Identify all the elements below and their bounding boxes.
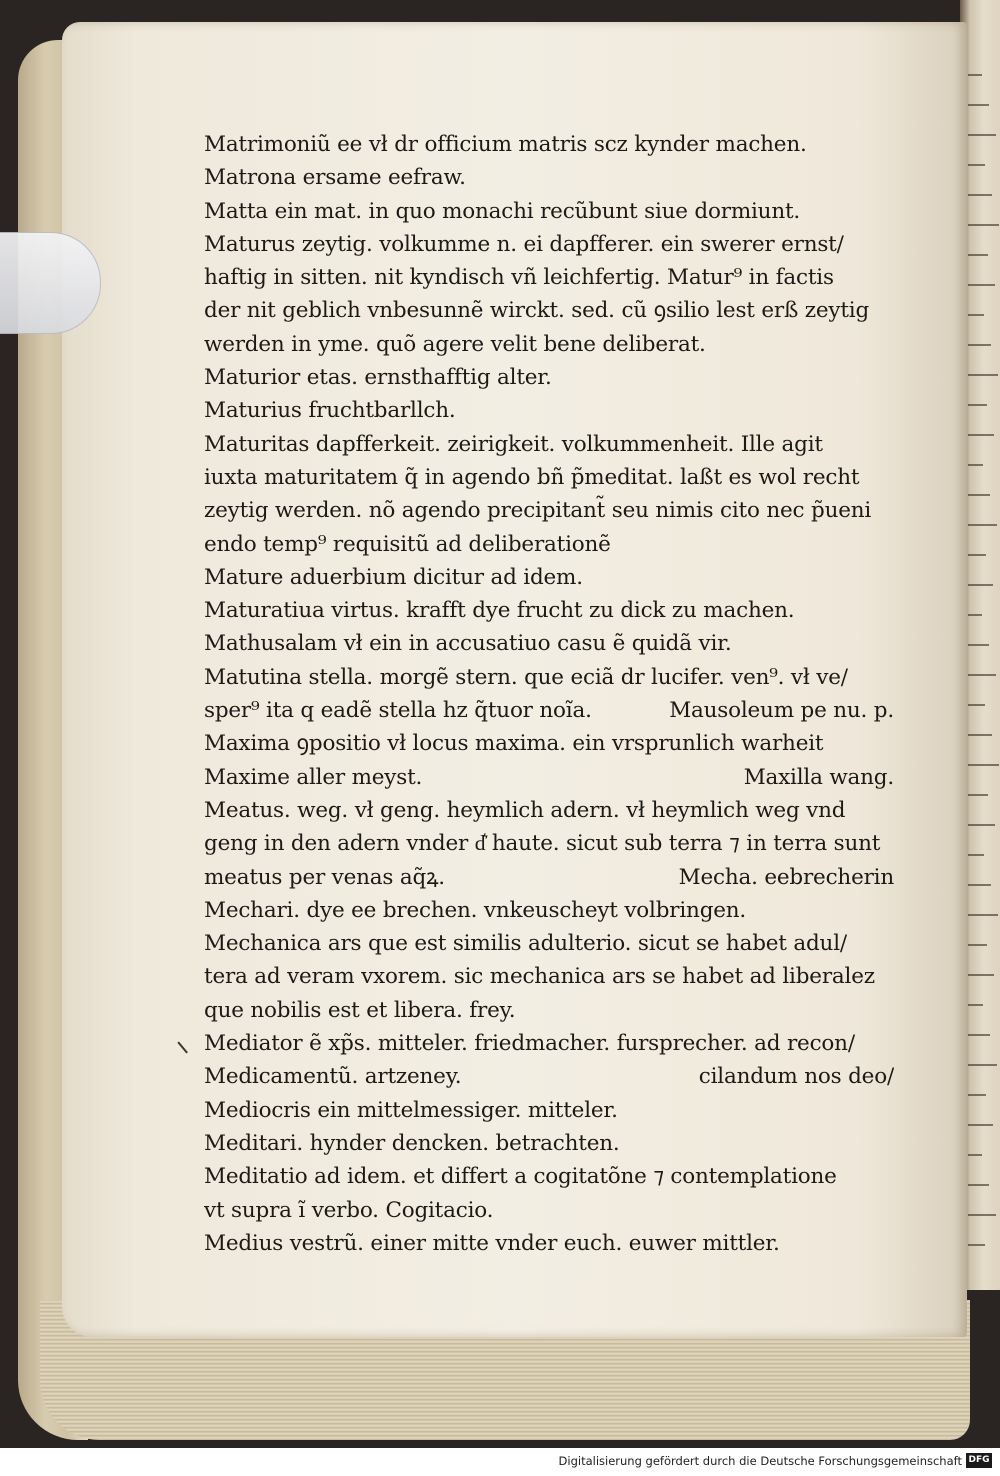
text-line bbox=[204, 1160, 894, 1193]
line-text: Maturus zeytig. volkumme n. ei dapfferer. ein swerer ernst/ bbox=[204, 231, 844, 257]
dfg-logo: DFG bbox=[966, 1453, 992, 1468]
line-text: Mechari. dye ee brechen. vnkeuscheyt volbringen. bbox=[204, 897, 747, 923]
facing-page-line bbox=[968, 990, 983, 1006]
facing-page-line bbox=[968, 510, 997, 526]
facing-page-line bbox=[968, 870, 991, 886]
line-text: Mediocris ein mittelmessiger. mitteler. bbox=[204, 1097, 618, 1123]
text-block bbox=[204, 128, 894, 1260]
text-line bbox=[204, 161, 894, 194]
facing-page-line bbox=[968, 1050, 997, 1066]
line-right-text: Maxilla wang. bbox=[743, 764, 894, 790]
facing-page-line bbox=[968, 360, 998, 376]
line-text: meatus per venas aq̃ꝝ. bbox=[204, 864, 445, 890]
facing-page-line bbox=[968, 240, 988, 256]
facing-page-line bbox=[968, 570, 993, 586]
line-text: tera ad veram vxorem. sic mechanica ars se habet ad liberalez bbox=[204, 964, 875, 990]
footer-bar bbox=[0, 1448, 1000, 1476]
text-line bbox=[204, 1094, 894, 1127]
line-text: Mathusalam vł ein in accusatiuo casu ẽ quidã vir. bbox=[204, 631, 732, 657]
line-text: Maturatiua virtus. krafft dye frucht zu dick zu machen. bbox=[204, 598, 795, 624]
facing-page-line bbox=[968, 1200, 996, 1216]
text-line bbox=[204, 861, 894, 894]
text-line bbox=[204, 1027, 894, 1060]
facing-page-line bbox=[968, 1230, 985, 1246]
text-line bbox=[204, 294, 894, 327]
facing-page-line bbox=[968, 390, 987, 406]
text-line bbox=[204, 794, 894, 827]
facing-page-line bbox=[968, 330, 991, 346]
line-text: Meatus. weg. vł geng. heymlich adern. vł heymlich weg vnd bbox=[204, 797, 846, 823]
line-text: werden in yme. quõ agere velit bene deliberat. bbox=[204, 331, 706, 357]
footer-credit: Digitalisierung gefördert durch die Deutsche Forschungsgemeinschaft bbox=[558, 1454, 962, 1468]
text-line bbox=[204, 494, 894, 527]
facing-page-line bbox=[968, 630, 989, 646]
text-line bbox=[204, 1060, 894, 1093]
text-line bbox=[204, 627, 894, 660]
facing-page-line bbox=[968, 90, 989, 106]
facing-page-line bbox=[968, 150, 985, 166]
facing-page-line bbox=[968, 60, 982, 76]
text-line bbox=[204, 228, 894, 261]
line-text: vt supra ĩ verbo. Cogitacio. bbox=[204, 1197, 494, 1223]
facing-page-line bbox=[968, 1110, 993, 1126]
facing-page-line bbox=[968, 420, 994, 436]
facing-page-line bbox=[968, 690, 985, 706]
text-line bbox=[204, 1227, 894, 1260]
facing-page-line bbox=[968, 300, 984, 316]
text-line bbox=[204, 594, 894, 627]
line-text: haftig in sitten. nit kyndisch vñ leichfertig. Matur⁹ in factis bbox=[204, 265, 834, 291]
line-text: Maxima ꝯpositio vł locus maxima. ein vrsprunlich warheit bbox=[204, 731, 824, 757]
facing-page-line bbox=[968, 270, 995, 286]
facing-page-line bbox=[968, 180, 992, 196]
line-text: Mature aduerbium dicitur ad idem. bbox=[204, 564, 583, 590]
line-right-text: Mecha. eebrecherin bbox=[678, 864, 894, 890]
line-text: Matta ein mat. in quo monachi recũbunt siue dormiunt. bbox=[204, 198, 801, 224]
line-right-text: cilandum nos deo/ bbox=[698, 1064, 894, 1090]
text-line bbox=[204, 461, 894, 494]
facing-page-line bbox=[968, 780, 988, 796]
text-line bbox=[204, 727, 894, 760]
facing-page-line bbox=[968, 930, 987, 946]
text-line bbox=[204, 994, 894, 1027]
line-text: Matutina stella. morgẽ stern. que eciã dr lucifer. ven⁹. vł ve/ bbox=[204, 664, 848, 690]
facing-page-line bbox=[968, 960, 994, 976]
line-text: iuxta maturitatem q̃ in agendo bñ p̃meditat. laßt es wol recht bbox=[204, 464, 860, 490]
text-line bbox=[204, 128, 894, 161]
facing-page-line bbox=[968, 810, 995, 826]
line-text: endo temp⁹ requisitũ ad deliberationẽ bbox=[204, 531, 611, 557]
text-line bbox=[204, 827, 894, 860]
facing-page-line bbox=[968, 450, 983, 466]
facing-page-line bbox=[968, 900, 998, 916]
facing-page-line bbox=[968, 1080, 986, 1096]
line-text: Meditari. hynder dencken. betrachten. bbox=[204, 1130, 620, 1156]
line-text: Meditatio ad idem. et differt a cogitatõne ⁊ contemplatione bbox=[204, 1164, 837, 1190]
facing-page-line bbox=[968, 1170, 989, 1186]
facing-page-line bbox=[968, 600, 982, 616]
facing-page-line bbox=[968, 1140, 982, 1156]
text-line bbox=[204, 960, 894, 993]
facing-page-line bbox=[968, 540, 986, 556]
line-text: Maxime aller meyst. bbox=[204, 764, 423, 790]
text-line bbox=[204, 394, 894, 427]
line-text: der nit geblich vnbesunnẽ wirckt. sed. cũ ꝯsilio lest erß zeytig bbox=[204, 298, 870, 324]
text-line bbox=[204, 894, 894, 927]
facing-page-line bbox=[968, 480, 990, 496]
line-text: Matrimoniũ ee vł dr officium matris scz kynder machen. bbox=[204, 132, 807, 157]
facing-page-line bbox=[968, 720, 992, 736]
text-line bbox=[204, 761, 894, 794]
text-line bbox=[204, 195, 894, 228]
text-line bbox=[204, 261, 894, 294]
text-line bbox=[204, 1194, 894, 1227]
text-line bbox=[204, 661, 894, 694]
line-text: Mediator ẽ xp̃s. mitteler. friedmacher. fursprecher. ad recon/ bbox=[204, 1031, 855, 1057]
line-text: Medius vestrũ. einer mitte vnder euch. euwer mittler. bbox=[204, 1230, 780, 1256]
text-line bbox=[204, 428, 894, 461]
line-text: Maturior etas. ernsthafftig alter. bbox=[204, 365, 552, 391]
facing-page-line bbox=[968, 750, 999, 766]
facing-page-line bbox=[968, 1020, 990, 1036]
line-text: Matrona ersame eefraw. bbox=[204, 165, 466, 191]
line-text: Medicamentũ. artzeney. bbox=[204, 1064, 462, 1090]
text-line bbox=[204, 694, 894, 727]
text-line bbox=[204, 927, 894, 960]
text-line bbox=[204, 361, 894, 394]
line-text: Maturitas dapfferkeit. zeirigkeit. volkummenheit. Ille agit bbox=[204, 431, 823, 457]
line-text: geng in den adern vnder d͛ haute. sicut sub terra ⁊ in terra sunt bbox=[204, 831, 881, 857]
facing-page-line bbox=[968, 660, 996, 676]
facing-page-line bbox=[968, 210, 999, 226]
facing-page-line bbox=[968, 840, 984, 856]
text-line bbox=[204, 1127, 894, 1160]
text-line bbox=[204, 528, 894, 561]
text-line bbox=[204, 328, 894, 361]
line-text: Mechanica ars que est similis adulterio. sicut se habet adul/ bbox=[204, 931, 847, 957]
facing-page-line bbox=[968, 120, 996, 136]
bookmark-tab bbox=[0, 232, 101, 334]
line-text: zeytig werden. nõ agendo precipitant̃ seu nimis cito nec p̃ueni bbox=[204, 498, 872, 524]
line-text: Maturius fruchtbarllch. bbox=[204, 398, 456, 424]
line-right-text: Mausoleum pe nu. p. bbox=[669, 698, 894, 724]
line-text: que nobilis est et libera. frey. bbox=[204, 997, 516, 1023]
line-text: sper⁹ ita q eadẽ stella hz q̃tuor noĩa. bbox=[204, 698, 592, 724]
text-line bbox=[204, 561, 894, 594]
